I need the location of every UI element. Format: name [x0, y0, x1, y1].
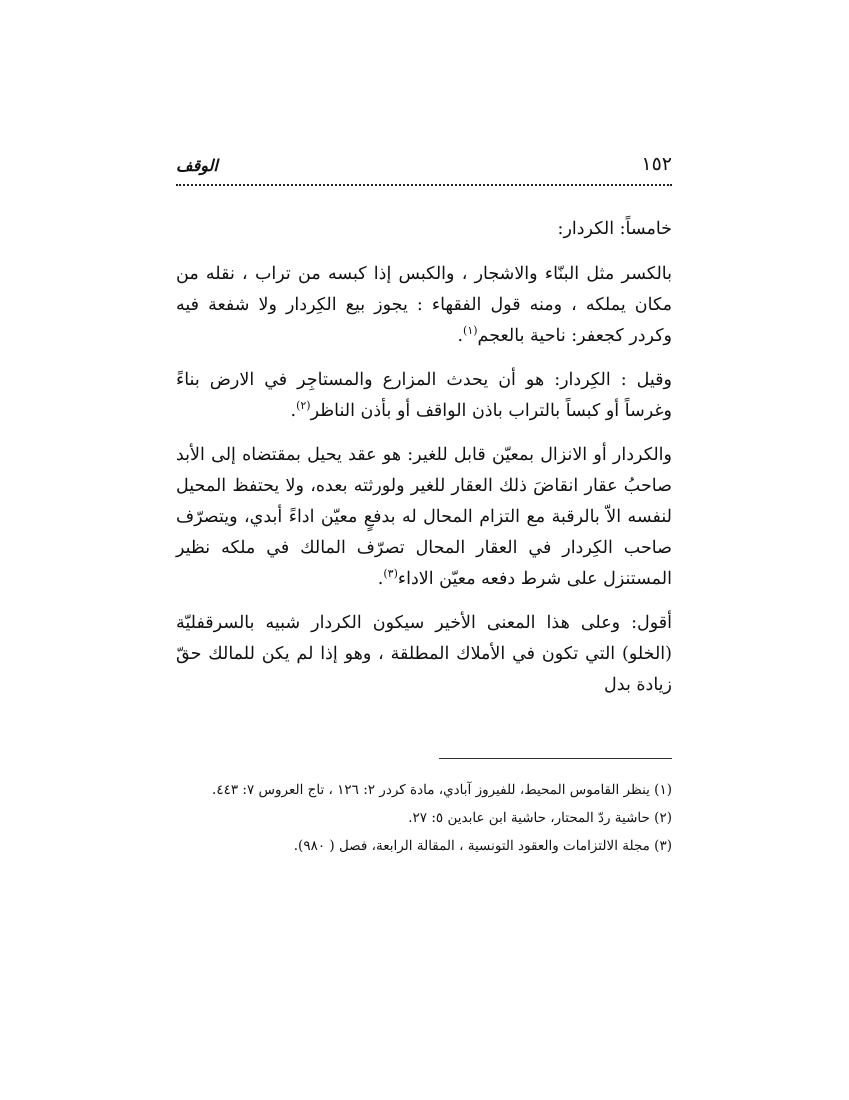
paragraph-3-end: .	[377, 569, 384, 589]
paragraph-3	[176, 440, 672, 595]
running-title: الوقف	[176, 156, 218, 175]
paragraph-1-text: بالكسر مثل البنّاء والاشجار ، والكبس إذا كبسه من تراب ، نقله من مكان يملكه ، ومنه قول الفقهاء : يجوز بيع الكِردار ولا شفعة فيه وكردر كجعفر: ناحية بالعجم	[176, 264, 672, 346]
footnote-2: (٢) حاشية ردّ المحتار، حاشية ابن عابدين ٥: ٢٧.	[408, 810, 672, 826]
paragraph-3-text: والكردار أو الانزال بمعيّن قابل للغير: هو عقد يحيل بمقتضاه إلى الأبد صاحبُ عقار انقاضَ ذلك العقار للغير ولورثته بعده، ولا يحتفظ المحيل لنفسه الاّ بالرقبة مع التزام المحال له بدفعٍ معيّن اداءً أبدي، ويتصرّف صاحب الكِردار في العقار المحال تصرّف المالك في ملكه نظير المستنزل على شرط دفعه معيّن الاداء	[176, 445, 672, 589]
footnotes	[176, 776, 672, 860]
page-number: ١٥٢	[641, 153, 672, 175]
footnote-ref-1: (١)	[463, 324, 478, 337]
running-head	[176, 150, 672, 186]
paragraph-1	[176, 259, 672, 352]
footnote-ref-3: (٣)	[383, 567, 398, 580]
body-text	[176, 214, 672, 701]
footnote-separator	[439, 758, 672, 759]
footnote-ref-2: (٢)	[296, 399, 311, 412]
paragraph-2-text: وقيل : الكِردار: هو أن يحدث المزارع والمستاجِر في الارض بناءً وغرساً أو كبساً بالتراب باذن الواقف أو بأذن الناظر	[176, 370, 672, 421]
paragraph-1-end: .	[457, 326, 464, 346]
paragraph-4: أقول: وعلى هذا المعنى الأخير سيكون الكردار شبيه بالسرقفليّة (الخلو) التي تكون في الأملاك المطلقة ، وهو إذا لم يكن للمالك حقّ زيادة بدل	[176, 613, 672, 695]
section-heading: خامساً: الكردار:	[557, 219, 672, 239]
paragraph-2	[176, 365, 672, 427]
footnote-1: (١) ينظر القاموس المحيط، للفيروز آبادي، مادة كردر ٢: ١٢٦ ، تاج العروس ٧: ٤٤٣.	[212, 782, 672, 798]
paragraph-2-end: .	[290, 401, 297, 421]
footnote-3: (٣) مجلة الالتزامات والعقود التونسية ، المقالة الرابعة، فصل ( ٩٨٠).	[293, 838, 672, 854]
